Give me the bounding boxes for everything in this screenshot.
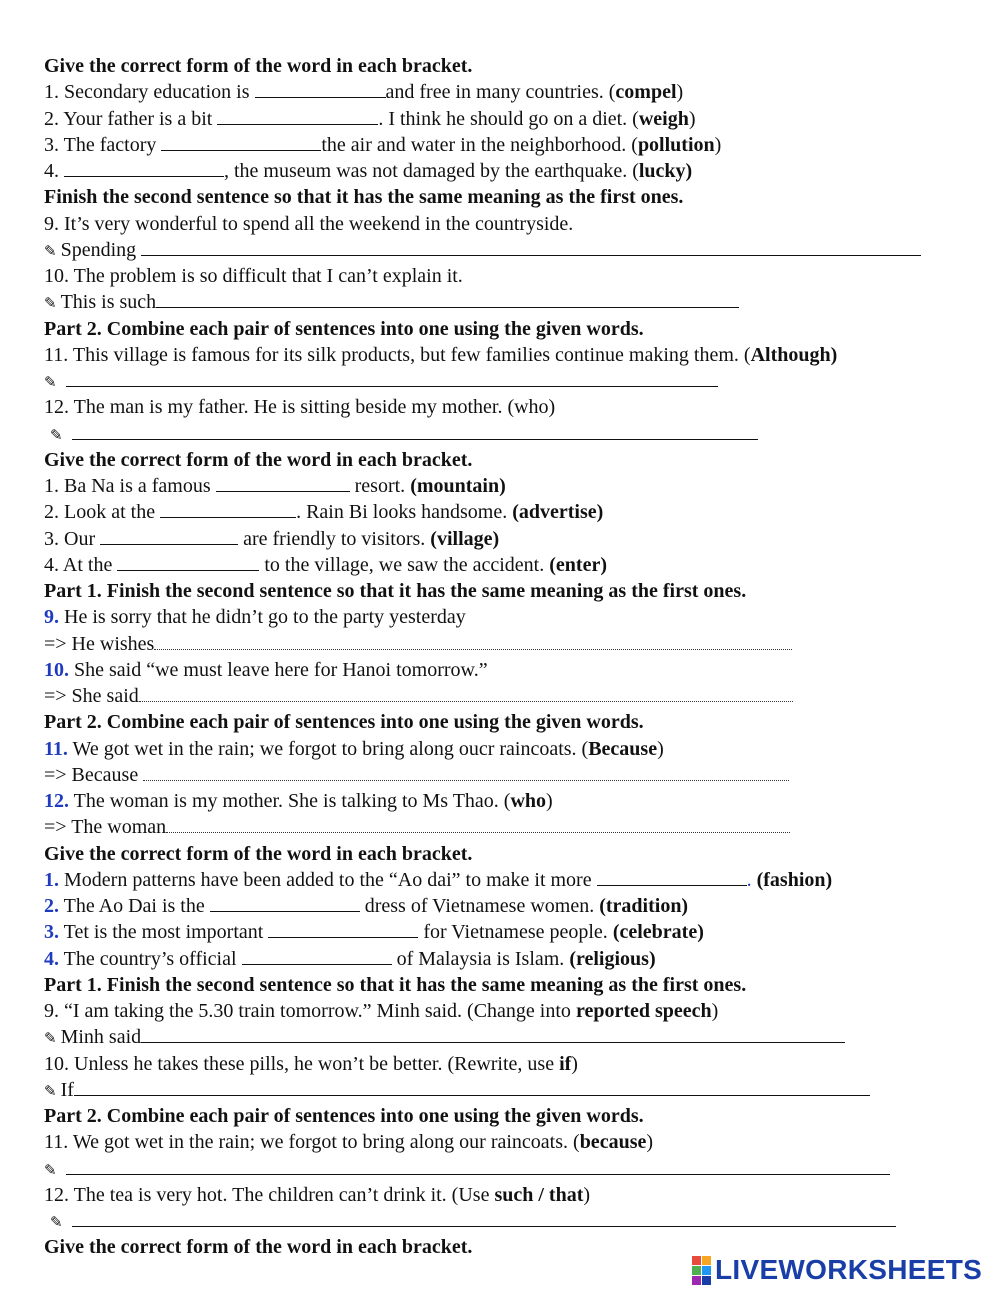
text-segment: The woman is my mother. She is talking to Ms Thao. ( [69, 790, 511, 812]
answer-line [44, 814, 980, 840]
text-segment: . I think he should go on a diet. ( [378, 107, 639, 130]
answer-blank[interactable] [66, 368, 718, 387]
question-line [44, 499, 980, 525]
answer-blank[interactable] [66, 1156, 890, 1175]
text-segment: resort. [349, 475, 411, 497]
question-number: 2. [44, 895, 59, 917]
text-segment: => The woman [44, 816, 167, 839]
question-line [44, 788, 980, 814]
section-heading: Part 1. Finish the second sentence so that it has the same meaning as the first ones. [44, 580, 747, 602]
question-line [44, 998, 980, 1024]
text-segment: 11. This village is famous for its silk products, but few families continue making them. ( [44, 343, 751, 366]
answer-blank[interactable] [139, 684, 793, 702]
keyword: (mountain) [410, 475, 506, 497]
question-line [44, 657, 980, 683]
pencil-icon: ✎ [44, 1160, 57, 1179]
answer-blank[interactable] [74, 1077, 870, 1096]
text-segment: ) [711, 1000, 719, 1022]
question-line [44, 132, 980, 158]
answer-blank[interactable] [72, 1208, 896, 1227]
keyword: pollution [637, 133, 715, 156]
answer-line [44, 631, 980, 657]
keyword: (religious) [569, 947, 656, 970]
text-segment: => She said [44, 685, 139, 707]
answer-blank[interactable] [217, 106, 378, 125]
text-segment: 3. The factory [44, 133, 162, 156]
answer-line [44, 762, 980, 788]
answer-blank[interactable] [141, 237, 921, 256]
text-segment: 9. It’s very wonderful to spend all the weekend in the countryside. [44, 212, 574, 235]
pencil-icon: ✎ [44, 1081, 57, 1100]
text-segment: 9. “I am taking the 5.30 train tomorrow.” Minh said. (Change into [44, 1000, 576, 1022]
question-line [44, 1182, 980, 1208]
answer-blank[interactable] [64, 158, 224, 177]
keyword: lucky) [638, 160, 693, 182]
text-segment: for Vietnamese people. [418, 921, 613, 944]
question-number: 9. [44, 606, 59, 629]
text-segment: , the museum was not damaged by the earthquake. ( [224, 160, 639, 182]
pencil-icon: ✎ [50, 425, 63, 444]
worksheet [44, 53, 980, 1261]
question-line [44, 1129, 980, 1155]
answer-blank[interactable] [72, 421, 758, 440]
keyword: Because [588, 737, 658, 760]
keyword: if [559, 1052, 572, 1075]
keyword: (enter) [549, 553, 607, 576]
text-segment: the air and water in the neighborhood. ( [321, 133, 638, 156]
answer-blank[interactable] [143, 763, 789, 781]
text-segment: We got wet in the rain; we forgot to bring along oucr raincoats. ( [67, 737, 589, 760]
keyword: Although) [750, 343, 838, 366]
keyword: compel [615, 81, 677, 104]
question-number: 3. [44, 921, 59, 944]
answer-line [44, 1024, 980, 1050]
section-heading: Give the correct form of the word in each bracket. [44, 1236, 473, 1259]
text-segment: Minh said [60, 1026, 142, 1049]
keyword: (fashion) [756, 868, 833, 891]
pencil-icon: ✎ [44, 373, 57, 391]
question-line [44, 79, 980, 105]
question-line [44, 893, 980, 919]
keyword: weigh [638, 107, 689, 130]
question-line [44, 946, 980, 972]
text-segment: of Malaysia is Islam. [391, 947, 570, 970]
question-number: 10. [44, 658, 69, 681]
answer-blank[interactable] [166, 815, 790, 833]
text-segment: 3. Our [44, 527, 101, 550]
answer-blank[interactable] [216, 473, 350, 492]
text-segment: If [60, 1078, 74, 1101]
answer-blank[interactable] [117, 552, 259, 571]
text-segment: ) [714, 133, 722, 156]
question-line [44, 211, 980, 237]
text-segment: Modern patterns have been added to the “Ao dai” to make it more [59, 868, 597, 891]
text-segment: The Ao Dai is the [59, 895, 210, 917]
text-segment: 10. The problem is so difficult that I can’t explain it. [44, 265, 463, 287]
question-number: 1. [44, 868, 59, 891]
section-heading: Finish the second sentence so that it has the same meaning as the first ones. [44, 186, 684, 209]
answer-line [44, 368, 980, 394]
answer-line [44, 683, 980, 709]
text-segment: She said “we must leave here for Hanoi tomorrow.” [69, 658, 488, 681]
pencil-icon: ✎ [44, 294, 57, 313]
section-heading: Part 2. Combine each pair of sentences into one using the given words. [44, 1105, 644, 1127]
question-line [44, 736, 980, 762]
answer-line [44, 421, 980, 447]
text-segment: dress of Vietnamese women. [359, 895, 600, 917]
question-number: 12. [44, 790, 69, 812]
answer-blank[interactable] [210, 893, 360, 912]
text-segment: ) [676, 81, 684, 104]
text-segment: 4. [44, 160, 64, 182]
liveworksheets-logo[interactable] [692, 1252, 982, 1288]
text-segment: ) [646, 1131, 654, 1154]
text-segment: and free in many countries. ( [385, 81, 616, 104]
text-segment: Tet is the most important [59, 921, 269, 944]
question-line [44, 158, 980, 184]
text-segment: 4. At the [44, 553, 118, 576]
answer-blank[interactable] [597, 867, 747, 886]
answer-blank[interactable] [154, 632, 792, 650]
text-segment: 1. Ba Na is a famous [44, 475, 216, 497]
section-heading: Give the correct form of the word in each bracket. [44, 448, 473, 471]
section-heading: Part 2. Combine each pair of sentences into one using the given words. [44, 317, 644, 340]
question-line [44, 394, 980, 420]
answer-line [44, 1208, 980, 1234]
section-heading: Give the correct form of the word in each bracket. [44, 842, 473, 865]
logo-text: LIVEWORKSHEETS [715, 1254, 983, 1285]
text-segment: He is sorry that he didn’t go to the party yesterday [59, 606, 466, 629]
text-segment: => Because [44, 763, 144, 786]
keyword: such / that [494, 1183, 584, 1206]
text-segment: ) [546, 790, 553, 812]
section-heading: Give the correct form of the word in each bracket. [44, 55, 473, 77]
pencil-icon: ✎ [50, 1213, 63, 1231]
text-segment: are friendly to visitors. [238, 527, 431, 550]
answer-blank[interactable] [156, 289, 739, 308]
question-line [44, 604, 980, 630]
text-segment: . [746, 868, 757, 891]
keyword: (tradition) [599, 895, 689, 917]
text-segment: 11. We got wet in the rain; we forgot to bring along our raincoats. ( [44, 1131, 580, 1154]
keyword: because [579, 1131, 647, 1154]
text-segment: . Rain Bi looks handsome. [296, 501, 513, 524]
section-heading: Part 2. Combine each pair of sentences into one using the given words. [44, 711, 644, 734]
question-line [44, 867, 980, 893]
question-number: 4. [44, 947, 59, 970]
answer-line [44, 1156, 980, 1182]
question-line [44, 342, 980, 368]
answer-blank[interactable] [242, 946, 392, 965]
question-line [44, 106, 980, 132]
question-line [44, 526, 980, 552]
question-line [44, 263, 980, 289]
text-segment: 1. Secondary education is [44, 81, 255, 104]
text-segment: ) [688, 107, 696, 130]
answer-blank[interactable] [161, 132, 321, 151]
text-segment: Spending [60, 238, 142, 261]
text-segment: ) [583, 1183, 591, 1206]
question-line [44, 1051, 980, 1077]
pencil-icon: ✎ [44, 241, 57, 260]
liveworksheets-logo-icon [692, 1256, 711, 1285]
question-line [44, 473, 980, 499]
question-line [44, 919, 980, 945]
keyword: (celebrate) [612, 921, 704, 944]
text-segment: ) [571, 1052, 578, 1075]
answer-line [44, 1077, 980, 1103]
section-heading: Part 1. Finish the second sentence so that it has the same meaning as the first ones. [44, 973, 747, 996]
text-segment: 12. The tea is very hot. The children can’t drink it. (Use [44, 1183, 495, 1206]
text-segment: => He wishes [44, 632, 155, 655]
keyword: (advertise) [512, 501, 604, 524]
question-line [44, 552, 980, 578]
answer-line [44, 289, 980, 315]
keyword: (village) [430, 527, 500, 550]
answer-blank[interactable] [141, 1024, 845, 1043]
pencil-icon: ✎ [44, 1029, 57, 1048]
answer-blank[interactable] [255, 79, 386, 98]
answer-blank[interactable] [160, 499, 296, 518]
answer-blank[interactable] [100, 526, 238, 545]
answer-line [44, 237, 980, 263]
keyword: who [510, 790, 547, 812]
question-number: 11. [44, 737, 68, 760]
keyword: reported speech [575, 1000, 712, 1022]
text-segment: 2. Look at the [44, 501, 161, 524]
text-segment: The country’s official [59, 947, 242, 970]
answer-blank[interactable] [268, 919, 418, 938]
text-segment: This is such [60, 291, 157, 314]
text-segment: ) [657, 737, 664, 760]
text-segment: 10. Unless he takes these pills, he won’t be better. (Rewrite, use [44, 1052, 560, 1075]
text-segment: 12. The man is my father. He is sitting beside my mother. (who) [44, 396, 556, 419]
text-segment: to the village, we saw the accident. [259, 553, 550, 576]
text-segment: 2. Your father is a bit [44, 107, 218, 130]
